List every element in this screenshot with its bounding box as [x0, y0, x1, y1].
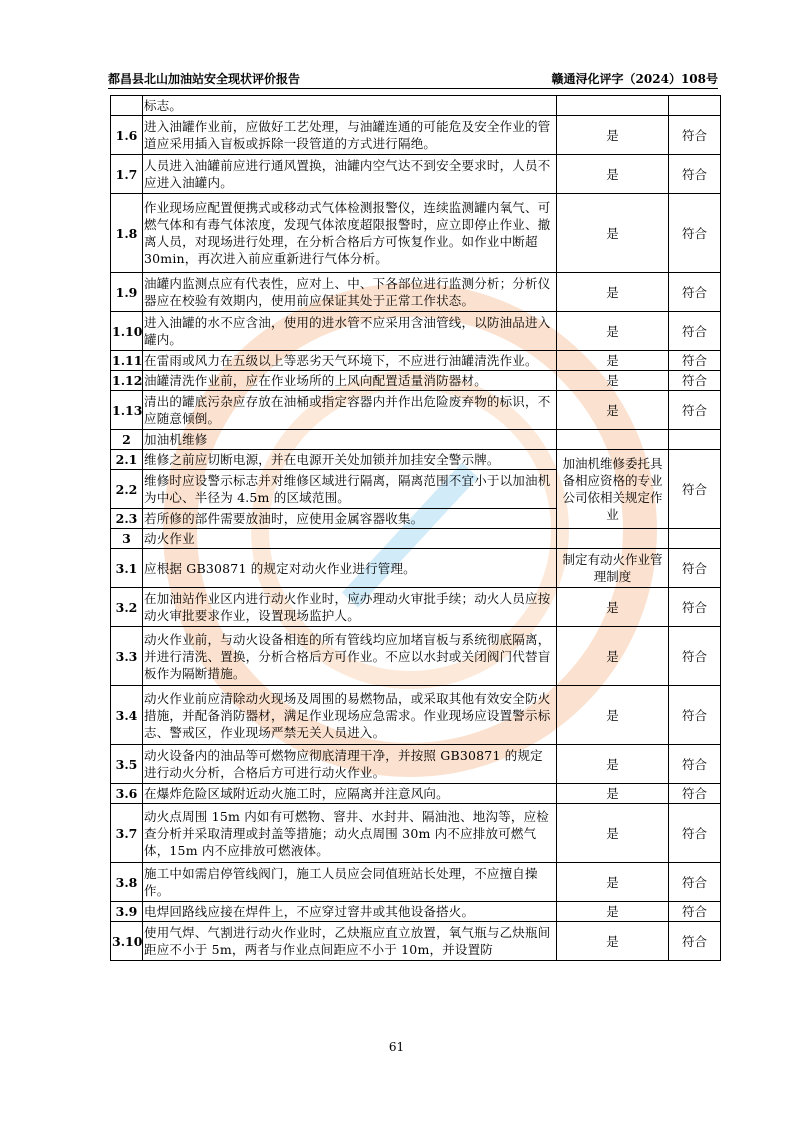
check-status: 制定有动火作业管理制度: [557, 549, 669, 588]
item-number: 1.9: [111, 273, 143, 312]
page-number: 61: [388, 1040, 405, 1054]
check-status: 是: [557, 116, 669, 155]
check-result: 符合: [669, 116, 721, 155]
check-result: 符合: [669, 155, 721, 194]
check-item-content: 施工中如需启停管线阀门，施工人员应会同值班站长处理，不应擅自操作。: [143, 863, 557, 902]
check-item-content: 标志。: [143, 96, 557, 116]
check-result: 符合: [669, 391, 721, 430]
check-item-content: 进入油罐的水不应含油，使用的进水管不应采用含油管线，以防油品进入罐内。: [143, 312, 557, 351]
item-number: 1.10: [111, 312, 143, 351]
check-status: 是: [557, 784, 669, 804]
check-item-content: 在雷雨或风力在五级以上等恶劣天气环境下，不应进行油罐清洗作业。: [143, 351, 557, 371]
check-status: 是: [557, 804, 669, 863]
check-status: 是: [557, 391, 669, 430]
check-result: 符合: [669, 312, 721, 351]
check-item-content: 动火点周围 15m 内如有可燃物、窨井、水封井、隔油池、地沟等，应检查分析并采取清理或封盖等措施；动火点周围 30m 内不应排放可燃气体，15m 内不应排放可燃液体。: [143, 804, 557, 863]
item-number: 3.4: [111, 686, 143, 745]
table-row: [111, 863, 721, 902]
check-item-content: 在爆炸危险区域附近动火施工时，应隔离并注意风向。: [143, 784, 557, 804]
check-item-content: 人员进入油罐前应进行通风置换，油罐内空气达不到安全要求时，人员不应进入油罐内。: [143, 155, 557, 194]
item-number: 3.3: [111, 627, 143, 686]
check-item-content: 清出的罐底污杂应存放在油桶或指定容器内并作出危险废弃物的标识，不应随意倾倒。: [143, 391, 557, 430]
check-result: 符合: [669, 745, 721, 784]
check-result: 符合: [669, 549, 721, 588]
check-status: 是: [557, 312, 669, 351]
table-row: [111, 784, 721, 804]
table-row: [111, 96, 721, 116]
check-status: 是: [557, 686, 669, 745]
table-row: [111, 371, 721, 391]
check-status: [557, 96, 669, 116]
check-item-content: 作业现场应配置便携式或移动式气体检测报警仪，连续监测罐内氧气、可燃气体和有毒气体浓度，发现气体浓度超限报警时，应立即停止作业、撤离人员，对现场进行处理，在分析合格后方可恢复作业。如作业中断超 30min，再次进入前应重新进行气体分析。: [143, 194, 557, 273]
merged-check-status: 加油机维修委托具备相应资格的专业公司依相关规定作业: [557, 450, 669, 529]
item-number: 1.8: [111, 194, 143, 273]
check-item-content: 进入油罐作业前，应做好工艺处理，与油罐连通的可能危及安全作业的管道应采用插入盲板或拆除一段管道的方式进行隔绝。: [143, 116, 557, 155]
check-status: [557, 529, 669, 549]
check-item-content: 油罐内监测点应有代表性，应对上、中、下各部位进行监测分析；分析仪器应在校验有效期内，使用前应保证其处于正常工作状态。: [143, 273, 557, 312]
check-item-content: 维修时应设警示标志并对维修区域进行隔离，隔离范围不宜小于以加油机为中心、半径为 4.5m 的区域范围。: [143, 470, 557, 509]
table-row: [111, 312, 721, 351]
item-number: 3.1: [111, 549, 143, 588]
table-row: [111, 116, 721, 155]
check-result: [669, 529, 721, 549]
page-header: [108, 68, 718, 89]
check-status: [557, 430, 669, 450]
check-item-content: 动火作业: [143, 529, 557, 549]
check-status: 是: [557, 155, 669, 194]
check-result: 符合: [669, 273, 721, 312]
table-row: [111, 450, 721, 470]
check-item-content: 动火作业前，与动火设备相连的所有管线均应加堵盲板与系统彻底隔离，并进行清洗、置换，分析合格后方可作业。不应以水封或关闭阀门代替盲板作为隔断措施。: [143, 627, 557, 686]
check-result: 符合: [669, 863, 721, 902]
check-item-content: 维修之前应切断电源，并在电源开关处加锁并加挂安全警示牌。: [143, 450, 557, 470]
item-number: [111, 96, 143, 116]
item-number: 3.6: [111, 784, 143, 804]
table-row: [111, 745, 721, 784]
item-number: 1.12: [111, 371, 143, 391]
item-number: 3.9: [111, 902, 143, 922]
item-number: 3: [111, 529, 143, 549]
check-result: 符合: [669, 351, 721, 371]
item-number: 2.1: [111, 450, 143, 470]
check-status: 是: [557, 627, 669, 686]
check-result: [669, 96, 721, 116]
item-number: 3.10: [111, 922, 143, 961]
safety-check-table: [110, 95, 721, 961]
item-number: 3.7: [111, 804, 143, 863]
check-item-content: 油罐清洗作业前，应在作业场所的上风向配置适量消防器材。: [143, 371, 557, 391]
item-number: 1.13: [111, 391, 143, 430]
check-status: 是: [557, 351, 669, 371]
table-row: [111, 351, 721, 371]
item-number: 3.8: [111, 863, 143, 902]
check-result: 符合: [669, 686, 721, 745]
table-row: [111, 627, 721, 686]
check-result: 符合: [669, 784, 721, 804]
report-number: 赣通浔化评字（2024）108号: [551, 72, 718, 86]
check-result: 符合: [669, 922, 721, 961]
table-row: [111, 155, 721, 194]
item-number: 3.5: [111, 745, 143, 784]
check-result: 符合: [669, 194, 721, 273]
check-item-content: 应根据 GB30871 的规定对动火作业进行管理。: [143, 549, 557, 588]
table-row: [111, 686, 721, 745]
check-item-content: 加油机维修: [143, 430, 557, 450]
check-status: 是: [557, 922, 669, 961]
check-item-content: 使用气焊、气割进行动火作业时，乙炔瓶应直立放置，氧气瓶与乙炔瓶间距应不小于 5m，两者与作业点间距应不小于 10m，并设置防: [143, 922, 557, 961]
check-result: 符合: [669, 804, 721, 863]
check-result: 符合: [669, 627, 721, 686]
check-status: 是: [557, 194, 669, 273]
item-number: 2.3: [111, 509, 143, 529]
check-status: 是: [557, 273, 669, 312]
check-item-content: 若所修的部件需要放油时，应使用金属容器收集。: [143, 509, 557, 529]
table-row: [111, 588, 721, 627]
item-number: 1.6: [111, 116, 143, 155]
table-row: [111, 922, 721, 961]
check-result: 符合: [669, 371, 721, 391]
table-row: [111, 549, 721, 588]
report-title: 都昌县北山加油站安全现状评价报告: [108, 72, 301, 86]
check-status: 是: [557, 371, 669, 391]
table-row: [111, 430, 721, 450]
item-number: 2.2: [111, 470, 143, 509]
table-row: [111, 529, 721, 549]
table-row: [111, 273, 721, 312]
table-row: [111, 194, 721, 273]
check-item-content: 动火设备内的油品等可燃物应彻底清理干净，并按照 GB30871 的规定进行动火分析，合格后方可进行动火作业。: [143, 745, 557, 784]
check-status: 是: [557, 902, 669, 922]
table-row: [111, 391, 721, 430]
check-status: 是: [557, 745, 669, 784]
check-item-content: 在加油站作业区内进行动火作业时，应办理动火审批手续；动火人员应按动火审批要求作业，设置现场监护人。: [143, 588, 557, 627]
check-status: 是: [557, 588, 669, 627]
item-number: 1.7: [111, 155, 143, 194]
merged-result: 符合: [669, 450, 721, 529]
check-status: 是: [557, 863, 669, 902]
check-result: 符合: [669, 588, 721, 627]
item-number: 2: [111, 430, 143, 450]
item-number: 3.2: [111, 588, 143, 627]
table-row: [111, 804, 721, 863]
check-result: 符合: [669, 902, 721, 922]
table-row: [111, 902, 721, 922]
check-item-content: 电焊回路线应接在焊件上，不应穿过窨井或其他设备搭火。: [143, 902, 557, 922]
item-number: 1.11: [111, 351, 143, 371]
check-item-content: 动火作业前应清除动火现场及周围的易燃物品，或采取其他有效安全防火措施，并配备消防器材，满足作业现场应急需求。作业现场应设置警示标志、警戒区，作业现场严禁无关人员进入。: [143, 686, 557, 745]
check-result: [669, 430, 721, 450]
